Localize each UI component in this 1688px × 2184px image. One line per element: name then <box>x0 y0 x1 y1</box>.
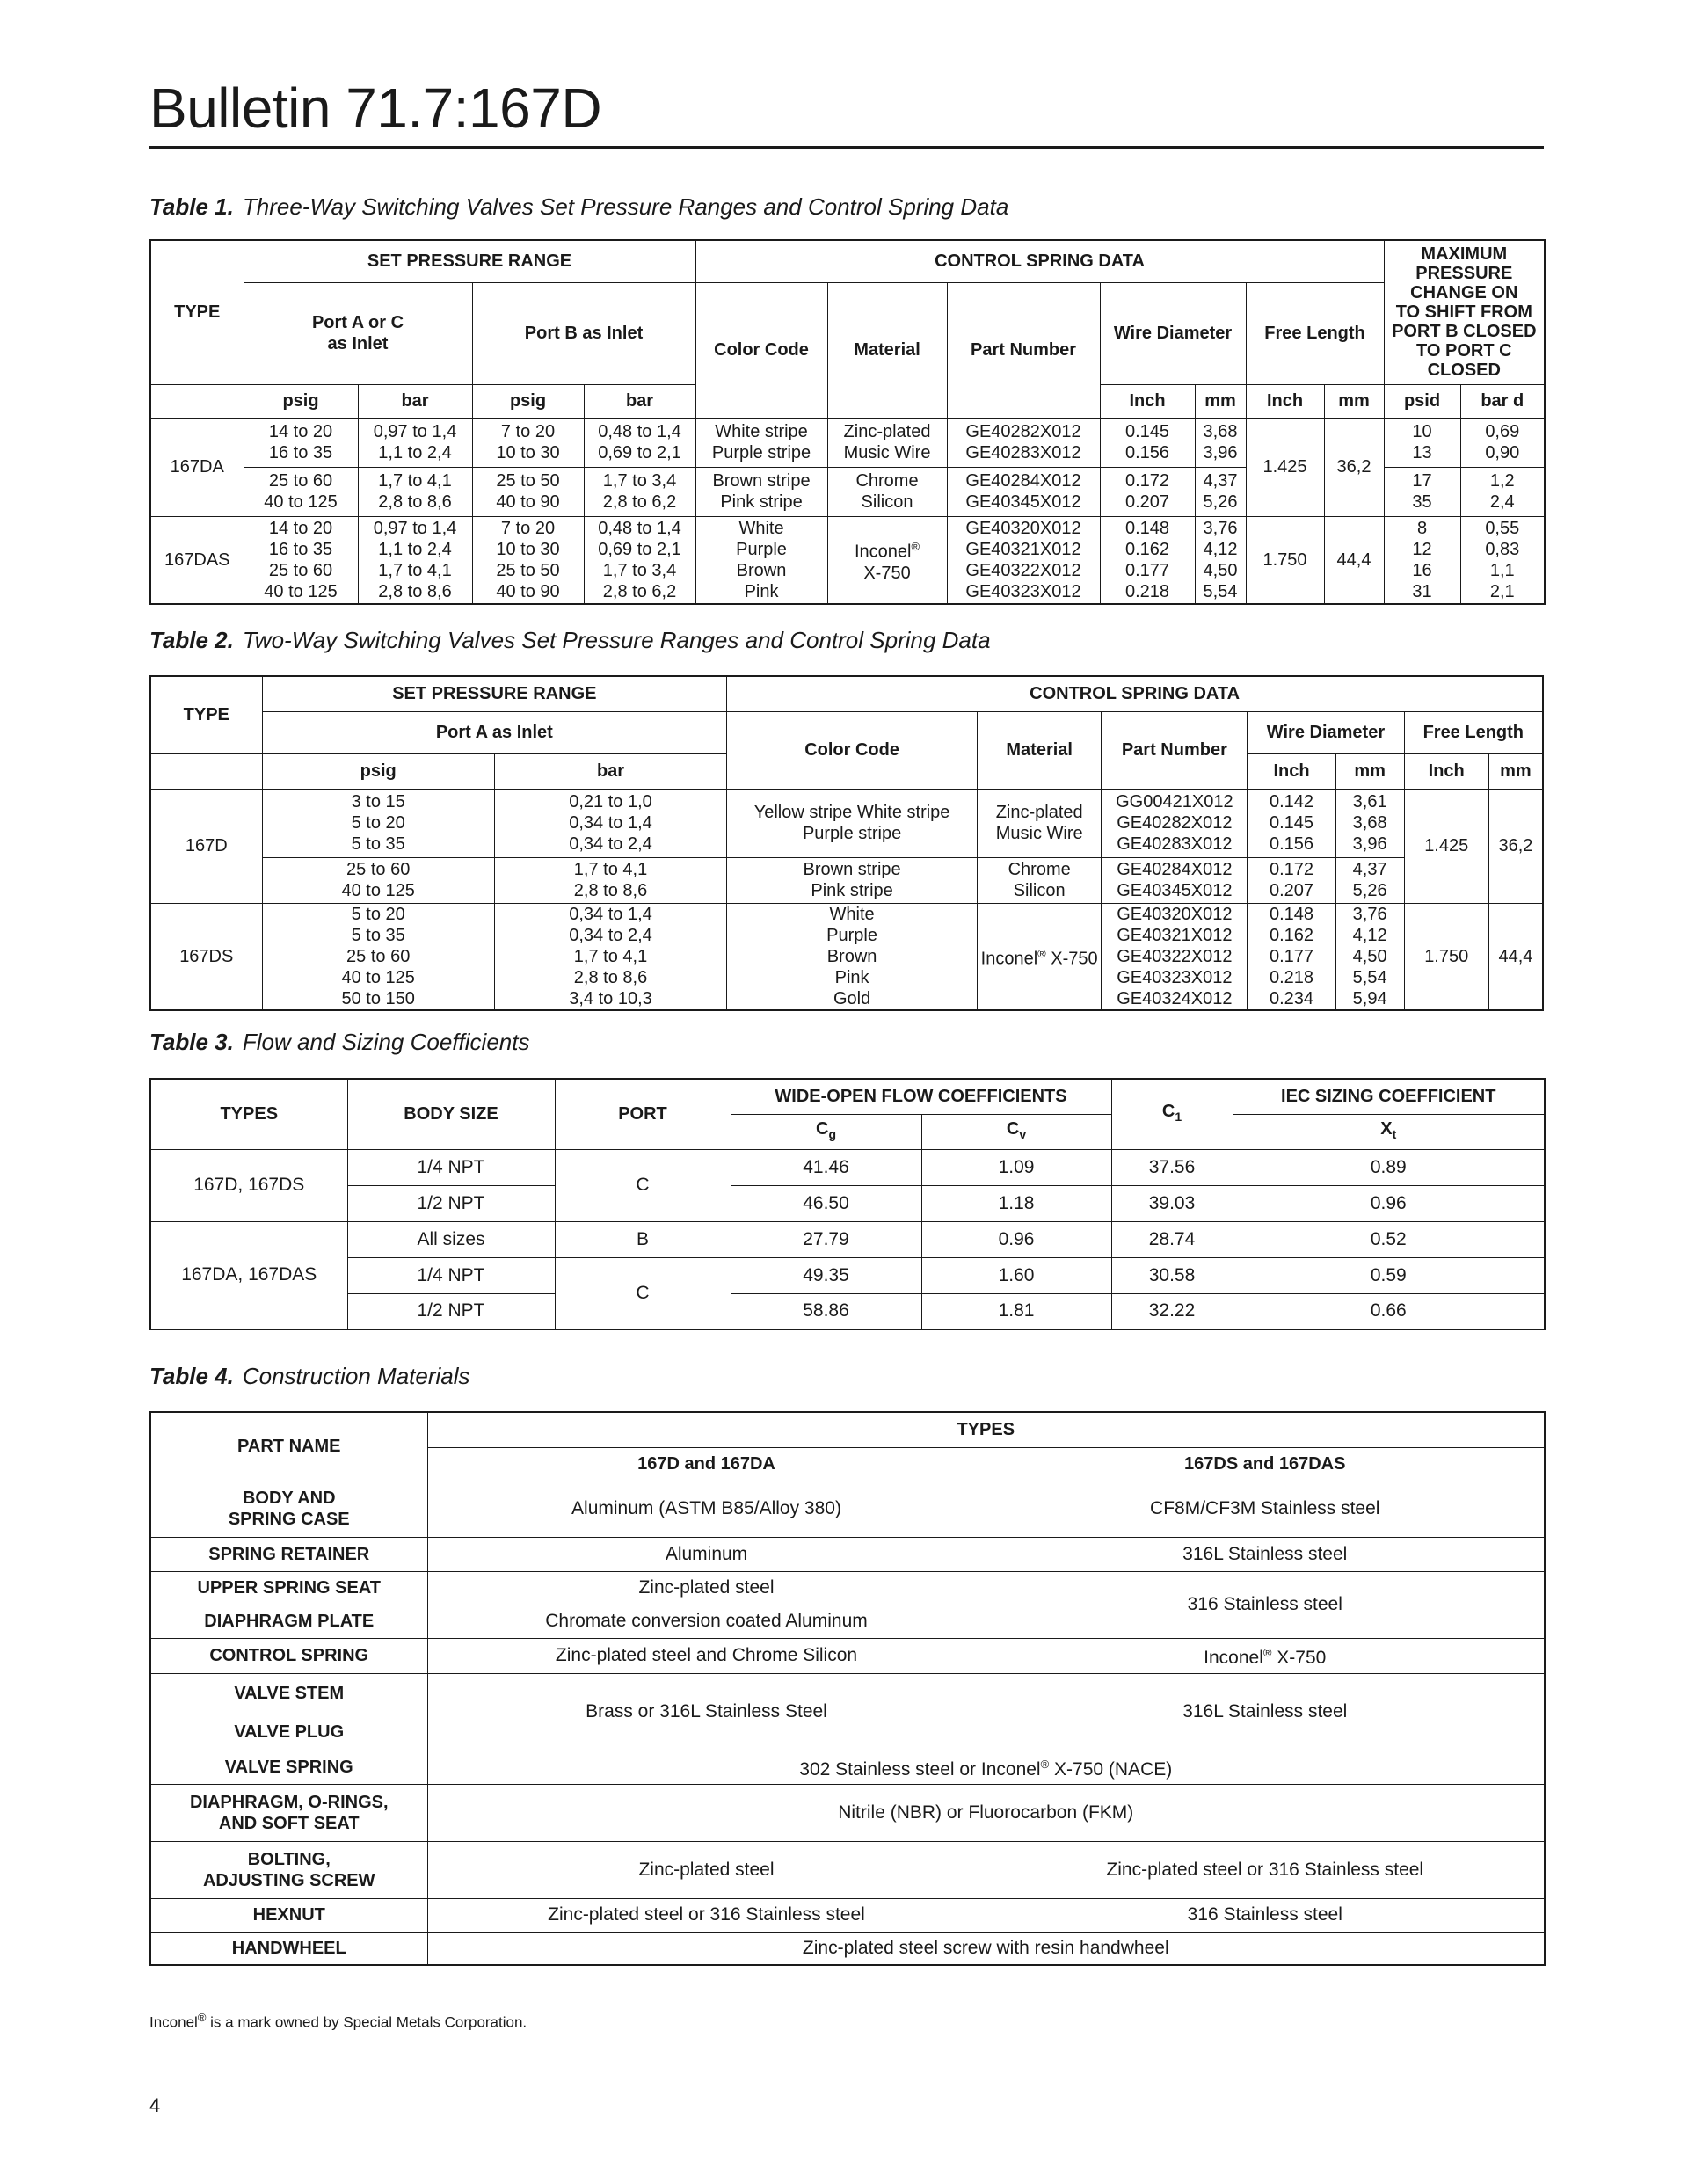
t3-h-c1: $C_1$ <box>1111 1079 1233 1149</box>
t3-h-xt: $X_t$ <box>1233 1114 1545 1149</box>
t3-h-wide: WIDE-OPEN FLOW COEFFICIENTS <box>731 1079 1111 1114</box>
t2-h-type-blank <box>150 753 262 789</box>
t1-u-mm: mm <box>1195 384 1246 418</box>
t4-part-name: BODY AND SPRING CASE <box>150 1481 427 1537</box>
t2-h-part: Part Number <box>1102 711 1248 789</box>
t2-type: 167DS <box>150 903 262 1010</box>
t1-h-port-b: Port B as Inlet <box>472 282 695 384</box>
t4-row: SPRING RETAINER Aluminum 316L Stainless steel <box>150 1537 1545 1571</box>
t3-row: 167D, 167DS 1/4 NPT C 41.46 1.09 37.56 0.89 <box>150 1149 1545 1185</box>
t4-part-name: VALVE SPRING <box>150 1751 427 1784</box>
t1-h-set: SET PRESSURE RANGE <box>244 240 695 282</box>
t4-row: HANDWHEEL Zinc-plated steel screw with resin handwheel <box>150 1932 1545 1965</box>
table1 <box>149 239 1546 605</box>
t3-h-port: PORT <box>555 1079 731 1149</box>
t1-free-in: 1.425 <box>1246 418 1324 516</box>
t4-row: CONTROL SPRING Zinc-plated steel and Chrome Silicon Inconel® X-750 <box>150 1638 1545 1673</box>
t3-row: 1/2 NPT 58.86 1.81 32.22 0.66 <box>150 1293 1545 1329</box>
t1-h-port-ac: Port A or C as Inlet <box>244 282 472 384</box>
t2-h-material: Material <box>977 711 1101 789</box>
t3-row: 167DA, 167DAS All sizes B 27.79 0.96 28.74 0.52 <box>150 1221 1545 1257</box>
t4-part-name: HEXNUT <box>150 1898 427 1932</box>
t4-h-col2: 167DS and 167DAS <box>986 1447 1545 1481</box>
t4-row: UPPER SPRING SEAT Zinc-plated steel 316 Stainless steel <box>150 1571 1545 1605</box>
t4-h-part: PART NAME <box>150 1412 427 1481</box>
t1-h-type-blank <box>150 384 244 418</box>
table2-title: Two-Way Switching Valves Set Pressure Ranges and Control Spring Data <box>242 627 991 653</box>
table4-caption <box>149 1363 470 1390</box>
table1-caption <box>149 193 1008 221</box>
t1-u-mm-free: mm <box>1324 384 1384 418</box>
t1-h-free: Free Length <box>1246 282 1384 384</box>
t4-part-name: UPPER SPRING SEAT <box>150 1571 427 1605</box>
table1-title: Three-Way Switching Valves Set Pressure Ranges and Control Spring Data <box>242 193 1009 220</box>
t1-h-wire: Wire Diameter <box>1100 282 1246 384</box>
t4-row: VALVE STEM Brass or 316L Stainless Steel 316L Stainless steel <box>150 1673 1545 1714</box>
t4-part-name: VALVE STEM <box>150 1673 427 1714</box>
t4-row: VALVE SPRING 302 Stainless steel or Inconel® X-750 (NACE) <box>150 1751 1545 1784</box>
t1-u-psig: psig <box>244 384 358 418</box>
t1-h-type: TYPE <box>150 240 244 384</box>
t1-u-inch-free: Inch <box>1246 384 1324 418</box>
t1-h-color: Color Code <box>695 282 827 418</box>
table2 <box>149 675 1544 1011</box>
t2-free-in: 1.425 <box>1404 789 1488 903</box>
table2-label: Table 2. <box>149 627 234 653</box>
title-rule <box>149 146 1544 149</box>
table3-label: Table 3. <box>149 1029 234 1055</box>
t1-u-inch: Inch <box>1100 384 1195 418</box>
t3-row: 1/4 NPT C 49.35 1.60 30.58 0.59 <box>150 1257 1545 1293</box>
t1-row: 167DA 14 to 20 16 to 35 0,97 to 1,4 1,1 to 2,4 7 to 20 10 to 30 0,48 to 1,4 0,69 to 2,1 White stripe Purple stripe Zinc-plated Music Wire GE40282X012 GE40283X012 0.145 0.156 3,68 3,96 1.425 36,2 10 13 0,69 0,90 <box>150 418 1545 467</box>
t1-u-bar: bar <box>358 384 472 418</box>
t4-row: BODY AND SPRING CASE Aluminum (ASTM B85/Alloy 380) CF8M/CF3M Stainless steel <box>150 1481 1545 1537</box>
t2-u-psig: psig <box>262 753 494 789</box>
t1-free-mm: 36,2 <box>1324 418 1384 516</box>
t2-h-wire: Wire Diameter <box>1248 711 1404 753</box>
t4-row: BOLTING, ADJUSTING SCREW Zinc-plated steel Zinc-plated steel or 316 Stainless steel <box>150 1841 1545 1898</box>
t2-row: 25 to 60 40 to 125 1,7 to 4,1 2,8 to 8,6 Brown stripe Pink stripe Chrome Silicon GE40284X012 GE40345X012 0.172 0.207 4,37 5,26 <box>150 857 1543 903</box>
table1-label: Table 1. <box>149 193 234 220</box>
t2-u-mm-free: mm <box>1488 753 1543 789</box>
t2-row: 167D 3 to 15 5 to 20 5 to 35 0,21 to 1,0 0,34 to 1,4 0,34 to 2,4 Yellow stripe White stripe Purple stripe Zinc-plated Music Wire GG00421X012 GE40282X012 GE40283X012 0.142 0.145 0.156 3,61 3,68 3,96 1.425 36,2 <box>150 789 1543 857</box>
t2-h-port-a: Port A as Inlet <box>262 711 727 753</box>
t1-type: 167DA <box>150 418 244 516</box>
t3-h-types: TYPES <box>150 1079 347 1149</box>
t2-type: 167D <box>150 789 262 903</box>
t4-part-name: HANDWHEEL <box>150 1932 427 1965</box>
page-number: 4 <box>149 2094 161 2116</box>
table4-label: Table 4. <box>149 1363 234 1389</box>
table4-title: Construction Materials <box>242 1363 470 1389</box>
t2-u-bar: bar <box>494 753 726 789</box>
t3-h-body: BODY SIZE <box>347 1079 555 1149</box>
t4-part-name: BOLTING, ADJUSTING SCREW <box>150 1841 427 1898</box>
t3-row: 1/2 NPT 46.50 1.18 39.03 0.96 <box>150 1185 1545 1221</box>
t4-part-name: VALVE PLUG <box>150 1714 427 1751</box>
t4-h-types: TYPES <box>427 1412 1545 1447</box>
t1-u-bar-b: bar <box>584 384 695 418</box>
t4-part-name: DIAPHRAGM, O-RINGS, AND SOFT SEAT <box>150 1784 427 1841</box>
t1-row: 167DAS 14 to 20 16 to 35 25 to 60 40 to 125 0,97 to 1,4 1,1 to 2,4 1,7 to 4,1 2,8 to 8,6 7 to 20 10 to 30 25 to 50 40 to 90 0,48 to 1,4 0,69 to 2,1 1,7 to 3,4 2,8 to 6,2 White Purple Brown Pink Inconel® X-750 GE40320X012 GE40321X012 GE40322X012 GE40323X012 0.148 0.162 0.177 0.218 3,76 4,12 4,50 5,54 1.750 44,4 8 12 16 31 0,55 0,83 1,1 2,1 <box>150 516 1545 604</box>
t2-h-set: SET PRESSURE RANGE <box>262 676 727 711</box>
t1-u-psid: psid <box>1384 384 1460 418</box>
t4-row: DIAPHRAGM, O-RINGS, AND SOFT SEAT Nitrile (NBR) or Fluorocarbon (FKM) <box>150 1784 1545 1841</box>
t4-part-name: SPRING RETAINER <box>150 1537 427 1571</box>
t2-h-spring: CONTROL SPRING DATA <box>727 676 1543 711</box>
footnote: Inconel® is a mark owned by Special Metals Corporation. <box>149 2011 528 2031</box>
t1-h-max: MAXIMUM PRESSURE CHANGE ON TO SHIFT FROM PORT B CLOSED TO PORT C CLOSED <box>1384 240 1545 384</box>
table3-caption <box>149 1029 529 1056</box>
t2-u-inch: Inch <box>1248 753 1335 789</box>
t1-h-material: Material <box>827 282 947 418</box>
t4-part-name: DIAPHRAGM PLATE <box>150 1605 427 1638</box>
t1-h-spring: CONTROL SPRING DATA <box>695 240 1384 282</box>
t1-u-bard: bar d <box>1460 384 1545 418</box>
page-title: Bulletin 71.7:167D <box>149 76 602 140</box>
table3 <box>149 1078 1546 1330</box>
t1-u-psig-b: psig <box>472 384 584 418</box>
t4-row: DIAPHRAGM PLATE Chromate conversion coated Aluminum <box>150 1605 1545 1638</box>
t2-row: 167DS 5 to 20 5 to 35 25 to 60 40 to 125 50 to 150 0,34 to 1,4 0,34 to 2,4 1,7 to 4,1 2,8 to 8,6 3,4 to 10,3 White Purple Brown Pink Gold Inconel® X-750 GE40320X012 GE40321X012 GE40322X012 GE40323X012 GE40324X012 0.148 0.162 0.177 0.218 0.234 3,76 4,12 4,50 5,54 5,94 1.750 44,4 <box>150 903 1543 1010</box>
t4-row: HEXNUT Zinc-plated steel or 316 Stainless steel 316 Stainless steel <box>150 1898 1545 1932</box>
t2-u-inch-free: Inch <box>1404 753 1488 789</box>
t4-h-col1: 167D and 167DA <box>427 1447 986 1481</box>
t1-row: 25 to 60 40 to 125 1,7 to 4,1 2,8 to 8,6 25 to 50 40 to 90 1,7 to 3,4 2,8 to 6,2 Brown stripe Pink stripe Chrome Silicon GE40284X012 GE40345X012 0.172 0.207 4,37 5,26 17 35 1,2 2,4 <box>150 467 1545 516</box>
t4-part-name: CONTROL SPRING <box>150 1638 427 1673</box>
t2-h-free: Free Length <box>1404 711 1543 753</box>
t3-h-cv: $C_v$ <box>921 1114 1111 1149</box>
t2-u-mm: mm <box>1335 753 1404 789</box>
t2-free-mm: 36,2 <box>1488 789 1543 903</box>
t3-h-cg: $C_g$ <box>731 1114 921 1149</box>
table2-caption <box>149 627 991 654</box>
table4 <box>149 1411 1546 1966</box>
table3-title: Flow and Sizing Coefficients <box>242 1029 530 1055</box>
t2-h-color: Color Code <box>727 711 978 789</box>
t2-h-type: TYPE <box>150 676 262 753</box>
t3-h-iec: IEC SIZING COEFFICIENT <box>1233 1079 1545 1114</box>
t1-h-part: Part Number <box>947 282 1100 418</box>
t1-type: 167DAS <box>150 516 244 604</box>
